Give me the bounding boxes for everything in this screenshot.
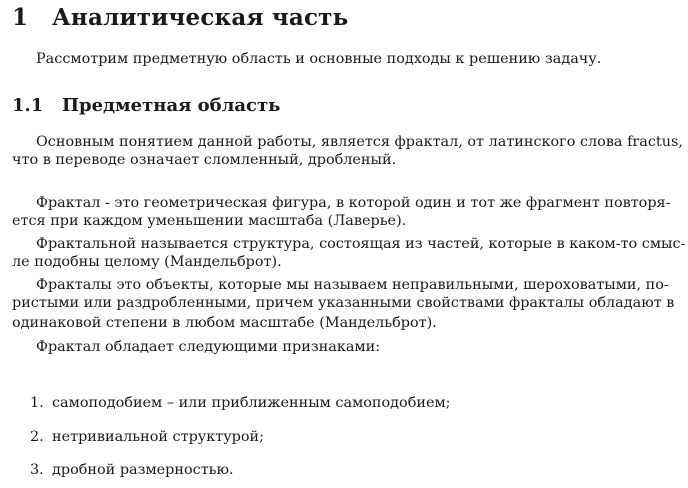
paragraph-2-line-2: ется при каждом уменьшении масштаба (Лаверье). xyxy=(12,213,407,229)
subsection-heading xyxy=(12,95,280,116)
list-item xyxy=(30,394,451,412)
list-item-text: дробной размерностью. xyxy=(52,462,234,478)
paragraph-5-line-1: Фрактал обладает следующими признаками: xyxy=(36,339,381,355)
section-number: 1 xyxy=(12,4,29,31)
subsection-number: 1.1 xyxy=(12,95,44,116)
list-marker: 2. xyxy=(30,429,44,445)
list-marker: 3. xyxy=(30,462,44,478)
list-item xyxy=(30,428,264,446)
paragraph-4-line-3: одинаковой степени в любом масштабе (Мандельброт). xyxy=(12,315,437,331)
section-heading xyxy=(12,4,348,31)
paragraph-1-line-1: Основным понятием данной работы, является фрактал, от латинского слова fractus, xyxy=(36,134,683,150)
list-item xyxy=(30,461,234,479)
paragraph-2-line-1: Фрактал - это геометрическая фигура, в которой один и тот же фрагмент повторя- xyxy=(36,195,671,211)
list-marker: 1. xyxy=(30,395,44,411)
list-item-text: нетривиальной структурой; xyxy=(52,429,264,445)
subsection-title: Предметная область xyxy=(62,95,281,116)
paragraph-1-line-2: что в переводе означает сломленный, дробленый. xyxy=(12,152,397,168)
list-item-text: самоподобием – или приближенным самоподобием; xyxy=(52,395,451,411)
paragraph-3-line-1: Фрактальной называется структура, состоящая из частей, которые в каком-то смыс- xyxy=(36,236,686,252)
paragraph-3-line-2: ле подобны целому (Мандельброт). xyxy=(12,254,282,270)
section-intro: Рассмотрим предметную область и основные подходы к решению задачу. xyxy=(36,51,602,67)
section-title: Аналитическая часть xyxy=(52,4,349,31)
paragraph-4-line-2: ристыми или раздробленными, причем указанными свойствами фракталы обладают в xyxy=(12,295,675,311)
paragraph-4-line-1: Фракталы это объекты, которые мы называем неправильными, шероховатыми, по- xyxy=(36,277,669,293)
